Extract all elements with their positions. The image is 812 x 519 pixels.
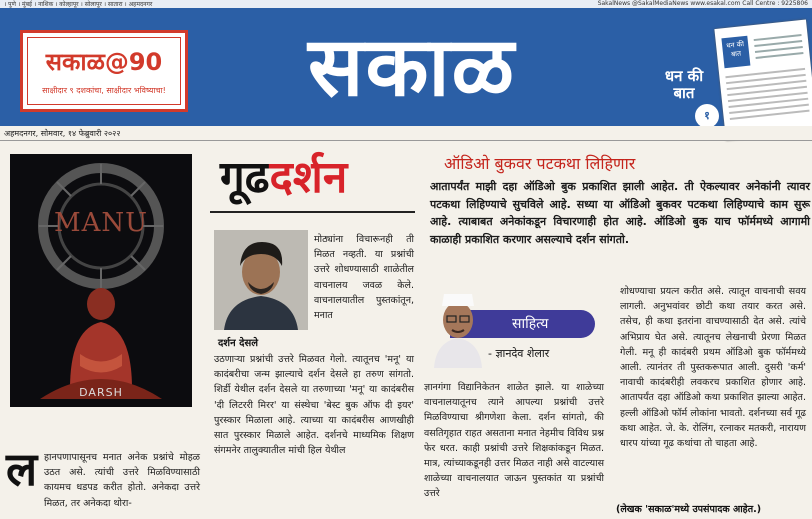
dateline-text: अहमदनगर, सोमवार, १४ फेब्रुवारी २०२२ <box>4 129 121 138</box>
title-rule <box>210 211 415 213</box>
article-headline: ऑडिओ बुकवर पटकथा लिहिणार <box>444 154 636 173</box>
drop-cap: ल <box>6 442 38 496</box>
book-cover-image <box>10 154 192 407</box>
badge-title: सकाळ@90 <box>45 48 163 76</box>
author-photo <box>214 230 308 330</box>
text-right-column: शोधण्याचा प्रयत्न करीत असे. त्यातून वाचनाची सवय लागली. अनुभवांवर छोटी कथा तयार करत असे. तसेच, ही कथा इतरांना वाचण्यासाठी देत असे. त्यांचे अभिप्राय घेत असे. त्यातूनच लेखनाची प्रेरणा मिळत गेली. मनू ही कादंबरी प्रथम ऑडिओ बुक फॉर्ममध्ये आली. त्यानंतर ती पुस्तकरूपात आली. दुसरी 'कर्म' नावाची कादंबरीही लवकरच प्रकाशित होणार आहे. आतापर्यंत दहा ऑडिओ कथा प्रकाशित झाल्या आहेत. हल्ली ऑडिओ फॉर्म लोकांना भावतो. दर्शनच्या सर्व गूढ कथा आहेत. जे. के. रोलिंग, रत्नाकर मतकरी, नारायण धारप यांच्या गूढ कथांचा तो चाहता आहे. <box>620 286 806 450</box>
text-center-column: ज्ञानगंगा विद्यानिकेतन शाळेत झाले. या शाळेच्या वाचनालयातूनच त्याने आपल्या प्रश्नांची उत्तरे मिळविण्याचा श्रीगणेशा केला. दर्शन सांगतो, की वसतिगृहात राहत असताना मनात नेहमीच विविध प्रश्न फेर धरत. काही प्रश्नांची उत्तरे शिक्षकांकडून मिळत. मात्र, त्यांच्याकडूनही उत्तर मिळत नाही असे वाटल्यास शाळेच्या वाचनालयात जाऊन पुस्तकांत या प्रश्नांची उत्तरे <box>424 382 604 500</box>
thumbnail-label: धन की बात <box>721 36 750 69</box>
book-cover-art <box>10 154 192 407</box>
column-title-part1: गूढ <box>220 152 270 203</box>
text-beside-photo: मोठ्यांना विचारूनही ती मिळत नव्हती. या प्रश्नांची उत्तरे शोधण्यासाठी शाळेतील वाचनालय जवळ केले. वाचनालयातील पुस्तकांतून, मनात <box>314 234 414 322</box>
author-note: (लेखक 'सकाळ'मध्ये उपसंपादक आहेत.) <box>616 504 762 515</box>
article-intro: आतापर्यंत माझी दहा ऑडिओ बुक प्रकाशित झाली आहेत. ती ऐकल्यावर अनेकांनी त्यावर पटकथा लिहिण्याचे सुचविले आहे. सध्या या ऑडिओ बुकवर पटकथा लिहिण्याचे काम सुरू आहे. त्याबाबत अनेकांकडून विचारणाही होत आहे. ऑडिओ बुक याच फॉर्ममध्ये आगामी काळाही प्रकाशित करणार असल्याचे दर्शन सांगतो. <box>430 180 810 246</box>
contact-strip: SakalNews @SakalMediaNews www.esakal.com Call Centre : 9225806 <box>597 0 808 7</box>
text-left-column: हानपणापासूनच मनात अनेक प्रश्नांचे मोहळ उठत असे. त्यांची उत्तरे मिळविण्यासाठी कायमच धडपड करीत होतो. अनेकदा उत्तरे मिळत, तर अनेकदा थोरा- <box>44 452 200 509</box>
column-title <box>220 148 410 208</box>
book-title: MANU <box>53 208 149 238</box>
photo-caption: दर्शन देसले <box>218 338 258 349</box>
sahitya-label: साहित्य <box>512 316 549 332</box>
text-middle-column: उठणाऱ्या प्रश्नांची उत्तरे मिळवत गेलो. त्यातूनच 'मनू' या कादंबरीचा जन्म झाल्याचे दर्शन देसले हा तरुण सांगतो. शिर्डी येथील दर्शन देसले या तरुणाच्या 'मनू' या कादंबरीस 'दी लिटररी मिरर' या संस्थेचा 'बेस्ट बुक ऑफ दी इयर' पुरस्कार मिळाला आहे. त्याच्या या कादंबरीस आणखीही सात पुरस्कार मिळाले आहेत. दर्शनचे माध्यमिक शिक्षण संगमनेर तालुक्यातील मांची हिल येथील <box>214 354 414 457</box>
column-title-part2: दर्शन <box>269 152 348 203</box>
writer-portrait <box>428 284 488 368</box>
supplement-thumbnail <box>714 19 812 140</box>
supplement-name: धन की बात <box>664 67 704 102</box>
writer-byline: - ज्ञानदेव शेलार <box>488 347 550 360</box>
sahitya-box <box>420 280 603 376</box>
masthead <box>0 8 812 126</box>
top-strip <box>0 0 812 8</box>
book-author: DARSH <box>79 386 123 399</box>
newspaper-logo: सकाळ <box>308 20 516 115</box>
page-number: १ <box>695 104 719 128</box>
anniversary-badge <box>20 30 188 112</box>
badge-tagline: साक्षीदार ९ दशकांचा, साक्षीदार भविष्याचा! <box>42 86 166 95</box>
dateline <box>0 126 812 141</box>
edition-list: । पुणे । मुंबई । नाशिक । कोल्हापूर । सोलापूर । सातारा । अहमदनगर <box>4 1 153 8</box>
